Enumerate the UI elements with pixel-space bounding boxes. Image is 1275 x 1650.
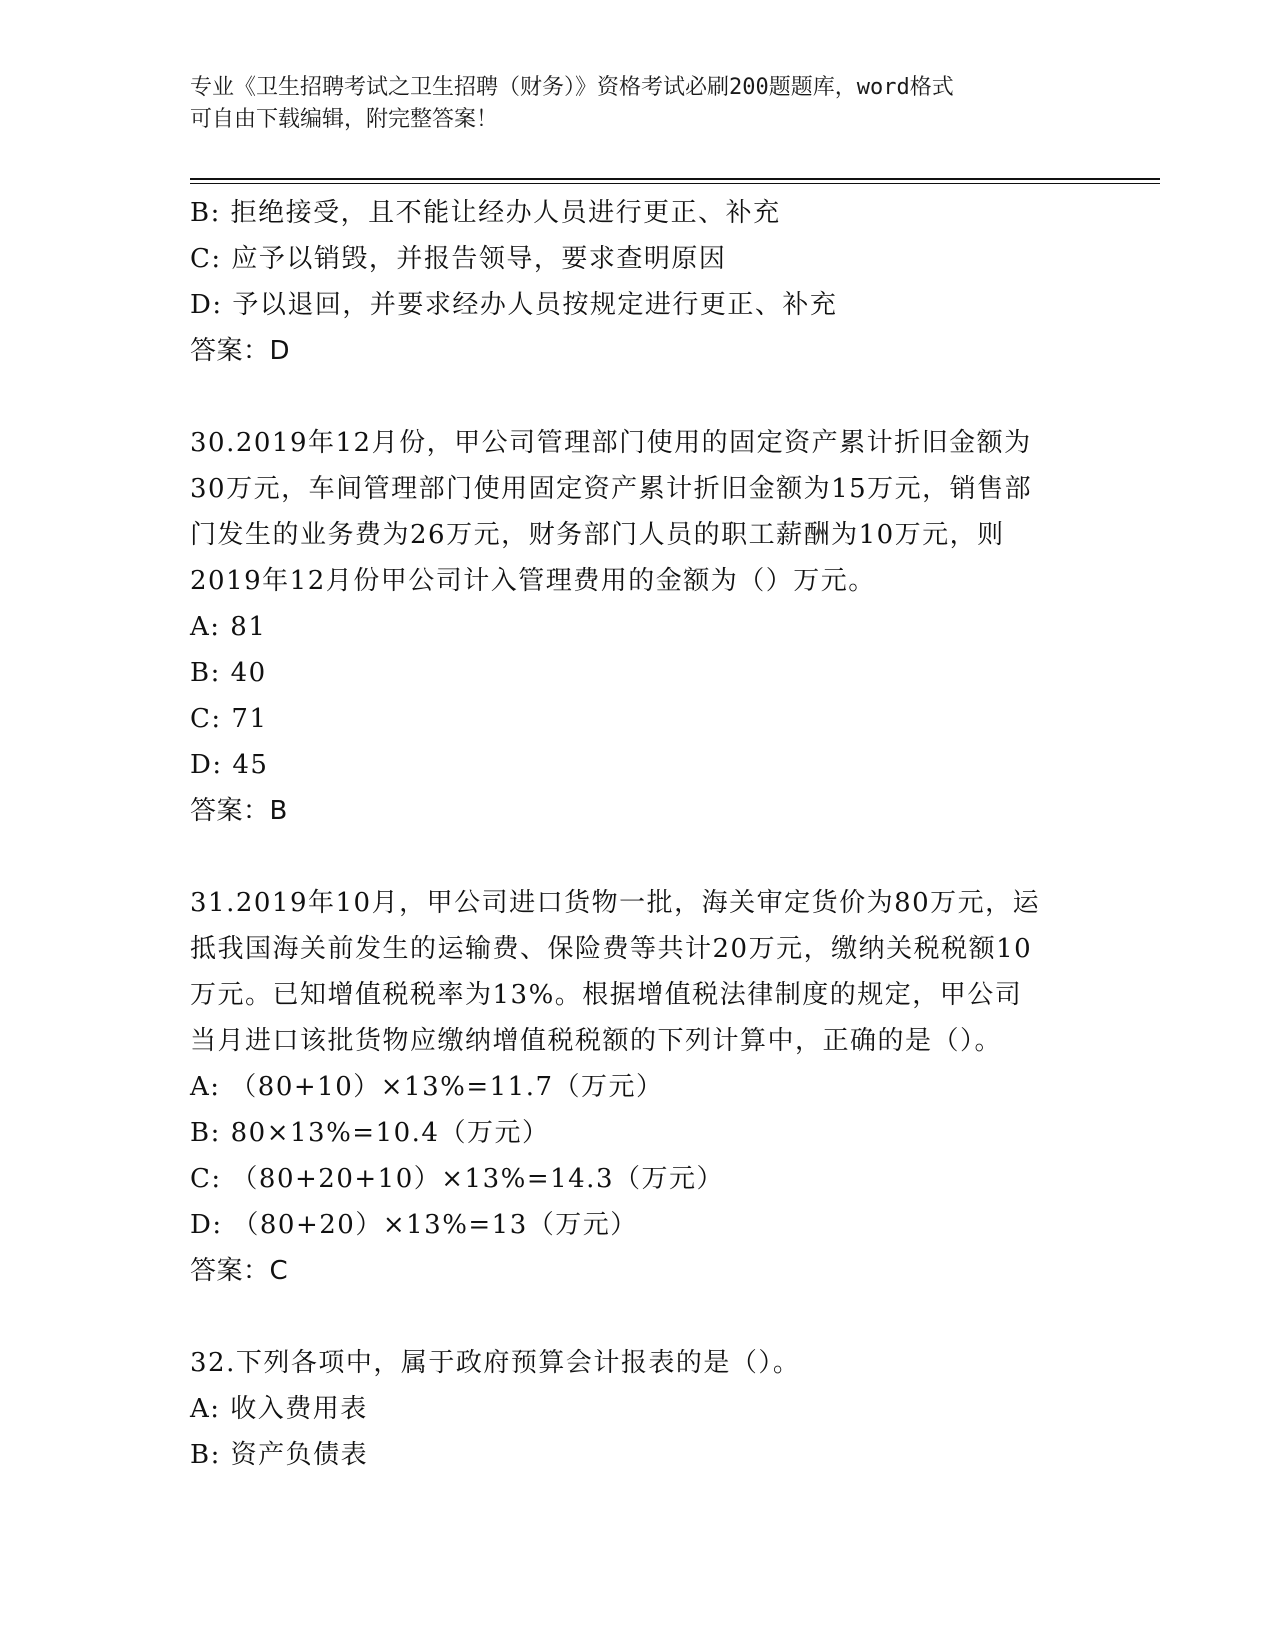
document-body <box>190 190 1090 1478</box>
option-a: A: 81 <box>190 612 267 642</box>
option-a: A: 收入费用表 <box>190 1394 368 1424</box>
question-stem-line: 门发生的业务费为26万元，财务部门人员的职工薪酬为10万元，则 <box>190 520 1005 550</box>
question-stem-line: 抵我国海关前发生的运输费、保险费等共计20万元，缴纳关税税额10 <box>190 934 1033 964</box>
question-stem-line: 31.2019年10月，甲公司进口货物一批，海关审定货价为80万元，运 <box>190 888 1041 918</box>
question-stem-line: 30万元，车间管理部门使用固定资产累计折旧金额为15万元，销售部 <box>190 474 1033 504</box>
answer: 答案：C <box>190 1256 289 1286</box>
question-stem-line: 30.2019年12月份，甲公司管理部门使用的固定资产累计折旧金额为 <box>190 428 1032 458</box>
option-c: C: （80+20+10）×13%=14.3（万元） <box>190 1164 724 1194</box>
option-a: A: （80+10）×13%=11.7（万元） <box>190 1072 664 1102</box>
document-header <box>190 72 1090 136</box>
answer: 答案：D <box>190 336 291 366</box>
question-stem-line: 当月进口该批货物应缴纳增值税税额的下列计算中，正确的是（）。 <box>190 1026 1003 1056</box>
option-b: B: 资产负债表 <box>190 1440 369 1470</box>
header-line-1: 专业《卫生招聘考试之卫生招聘（财务）》资格考试必刷200题题库，word格式 <box>190 75 954 100</box>
option-d: D: 予以退回，并要求经办人员按规定进行更正、补充 <box>190 290 838 320</box>
spacer <box>190 374 1090 420</box>
option-b: B: 80×13%=10.4（万元） <box>190 1118 550 1148</box>
option-c: C: 71 <box>190 704 268 734</box>
option-c: C: 应予以销毁，并报告领导，要求查明原因 <box>190 244 727 274</box>
question-stem-line: 32.下列各项中，属于政府预算会计报表的是（）。 <box>190 1348 801 1378</box>
option-b: B: 拒绝接受，且不能让经办人员进行更正、补充 <box>190 198 781 228</box>
spacer <box>190 1294 1090 1340</box>
answer: 答案：B <box>190 796 288 826</box>
question-31 <box>190 880 1090 1294</box>
question-32 <box>190 1340 1090 1478</box>
question-stem-line: 2019年12月份甲公司计入管理费用的金额为（）万元。 <box>190 566 876 596</box>
spacer <box>190 834 1090 880</box>
question-stem-line: 万元。已知增值税税率为13%。根据增值税法律制度的规定，甲公司 <box>190 980 1023 1010</box>
option-b: B: 40 <box>190 658 267 688</box>
header-line-2: 可自由下载编辑，附完整答案！ <box>190 107 499 132</box>
question-29 <box>190 190 1090 374</box>
option-d: D: 45 <box>190 750 269 780</box>
header-rule-thick <box>190 178 1160 180</box>
header-rule-thin <box>190 183 1160 184</box>
question-30 <box>190 420 1090 834</box>
option-d: D: （80+20）×13%=13（万元） <box>190 1210 638 1240</box>
